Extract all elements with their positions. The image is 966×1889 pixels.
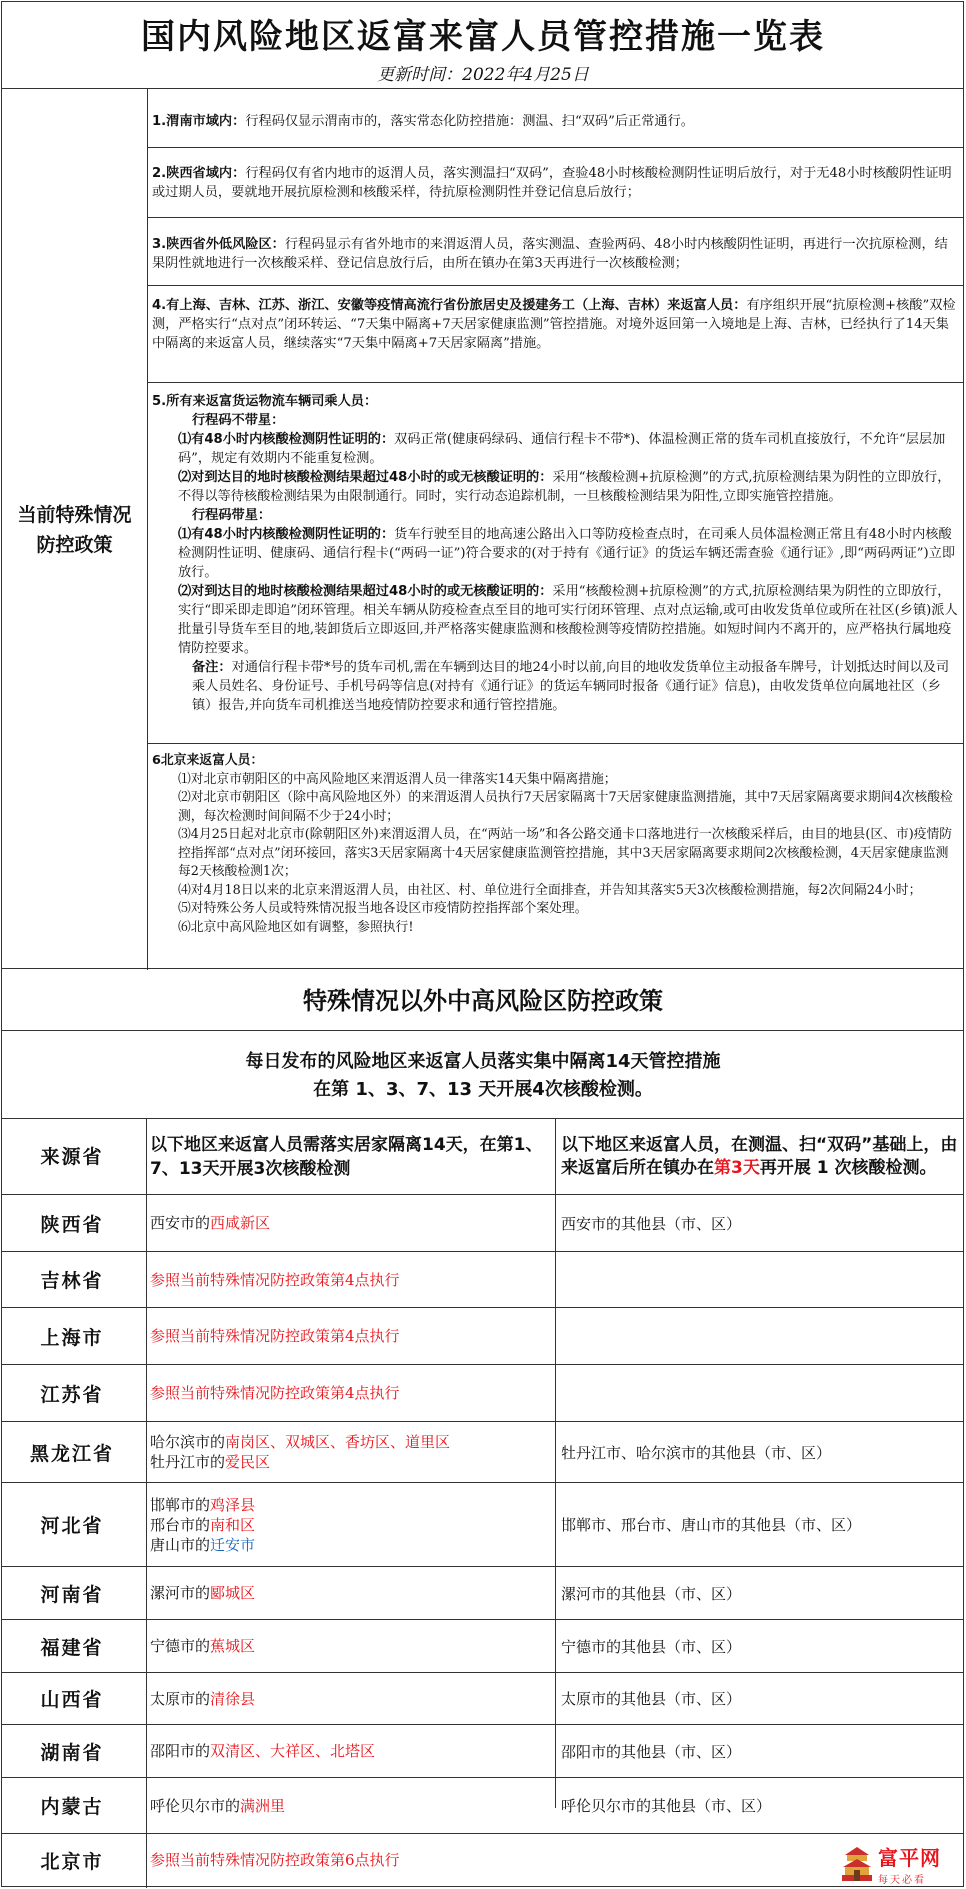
area-highlight: 南和区 — [210, 1515, 256, 1534]
policy-item-2-head: 2.陕西省域内： — [152, 166, 246, 181]
table-row-single-test: 邵阳市的其他县（市、区） — [561, 1742, 742, 1761]
table-row-home-isolation: 参照当前特殊情况防控政策第6点执行 — [150, 1851, 400, 1869]
area-prefix: 邯郸市的 — [150, 1495, 211, 1514]
table-header-province: 来源省 — [40, 1146, 104, 1168]
table-row-single-test: 邯郸市、邢台市、唐山市的其他县（市、区） — [561, 1516, 862, 1534]
table-header-single-test — [558, 1120, 962, 1194]
table-row-province: 湖南省 — [40, 1741, 104, 1764]
table-row-single-test: 宁德市的其他县（市、区） — [561, 1637, 742, 1656]
table-row-province: 江苏省 — [40, 1383, 104, 1406]
table-row-province: 吉林省 — [40, 1270, 104, 1292]
table-row-home-isolation: 参照当前特殊情况防控政策第4点执行 — [150, 1327, 400, 1345]
divider — [148, 285, 964, 286]
divider — [148, 217, 964, 218]
table-row-home-isolation — [148, 1195, 554, 1251]
policy-item-2 — [152, 164, 960, 202]
table-row-province: 内蒙古 — [40, 1796, 104, 1818]
area-prefix: 唐山市的 — [150, 1535, 211, 1554]
mid-risk-notice — [2, 1048, 964, 1104]
policy-item-3-text: 行程码显示有省外地市的来渭返渭人员，落实测温、查验两码、48小时内核酸阴性证明，再进行一次抗原检测，结果阴性就地进行一次核酸采样、登记信息放行后，由所在镇办在第3天再进行一次核酸检测； — [152, 237, 948, 271]
table-row-home-isolation — [148, 1778, 554, 1833]
area-highlight: 南岗区、双城区、香坊区、道里区 — [225, 1433, 451, 1451]
policy-item-2-text: 行程码仅有省内地市的返渭人员，落实测温扫“双码”，查验48小时核酸检测阴性证明后放行，对于无48小时核酸阴性证明或过期人员，要就地开展抗原检测和核酸采样，待抗原检测阴性并登记信息后放行； — [152, 166, 952, 200]
table-row-home-isolation — [148, 1673, 554, 1724]
table-row-single-test: 牡丹江市、哈尔滨市的其他县（市、区） — [561, 1443, 832, 1462]
table-row-single-test: 呼伦贝尔市的其他县（市、区） — [561, 1797, 772, 1815]
policy-item-5-head: 5.所有来返富货运物流车辆司乘人员： — [152, 394, 378, 409]
table-row-single-test: 太原市的其他县（市、区） — [561, 1690, 742, 1708]
table-row-home-isolation — [148, 1567, 554, 1619]
mid-risk-notice-line1: 每日发布的风险地区来返富人员落实集中隔离14天管控措施 — [245, 1051, 721, 1072]
beijing-item-4: ⑷对4月18日以来的北京来渭返渭人员，由社区、村、单位进行全面排查，并告知其落实5天3次核酸检测措施，每2次间隔24小时； — [178, 882, 922, 898]
header-text-b: 再开展 1 次核酸检测。 — [759, 1158, 937, 1178]
star-heading: 行程码带星： — [192, 508, 272, 523]
policy-item-4-text: 有序组织开展“抗原检测+核酸”双检测，严格实行“点对点”闭环转运、“7天集中隔离+7天居家健康监测”管控措施。对境外返回第一入境地是上海、吉林，已经执行了14天集中隔离的来返富人员，继续落实“7天集中隔离+7天居家隔离”措施。 — [152, 298, 956, 351]
no-star-case-1-head: ⑴有48小时内核酸检测阴性证明的： — [178, 432, 395, 447]
update-date: 2022年4月25日 — [462, 65, 589, 85]
beijing-item-6: ⑹北京中高风险地区如有调整，参照执行! — [178, 919, 414, 935]
area-highlight: 郾城区 — [210, 1584, 256, 1602]
special-label-line2: 防控政策 — [36, 534, 113, 556]
table-row-province: 黑龙江省 — [29, 1442, 114, 1465]
policy-item-4 — [152, 296, 960, 353]
table-row-home-isolation — [148, 1483, 554, 1566]
update-time — [2, 60, 964, 88]
beijing-item-3: ⑶4月25日起对北京市(除朝阳区外)来渭返渭人员，在“两站一场”和各公路交通卡口落地进行一次核酸采样后，由目的地县(区、市)疫情防控指挥部“点对点”闭环接回，落实3天居家隔离十4天居家健康监测管控措施，其中3天居家隔离要求期间2次核酸检测，4天居家健康监测每2天核酸检测1次； — [178, 827, 953, 879]
area-highlight: 西咸新区 — [210, 1214, 271, 1232]
divider — [2, 1030, 964, 1031]
divider — [147, 88, 148, 970]
table-row-home-isolation — [148, 1620, 554, 1672]
policy-item-6-head: 6北京来返富人员： — [152, 753, 264, 768]
table-row-province: 上海市 — [40, 1326, 104, 1349]
policy-item-1 — [152, 112, 960, 131]
area-prefix: 牡丹江市的 — [150, 1453, 226, 1471]
mid-risk-notice-line2: 在第 1、3、7、13 天开展4次核酸检测。 — [313, 1079, 653, 1100]
table-row-single-test: 漯河市的其他县（市、区） — [561, 1584, 742, 1603]
area-highlight: 鸡泽县 — [210, 1495, 256, 1514]
divider — [148, 147, 964, 148]
beijing-item-1: ⑴对北京市朝阳区的中高风险地区来渭返渭人员一律落实14天集中隔离措施； — [178, 771, 617, 787]
table-row-home-isolation — [148, 1422, 554, 1482]
table-row-province: 河北省 — [40, 1515, 104, 1537]
site-logo — [840, 1842, 962, 1886]
star-case-2-head: ⑵对到达目的地时核酸检测结果超过48小时的或无核酸证明的： — [178, 584, 553, 599]
no-star-case-1-text: 双码正常(健康码绿码、通信行程卡不带*)、体温检测正常的货车司机直接放行，不允许“层层加码”，规定有效期内不能重复检测。 — [178, 432, 946, 466]
table-row-home-isolation: 参照当前特殊情况防控政策第4点执行 — [150, 1384, 400, 1402]
divider — [146, 1118, 147, 1888]
no-star-case-2-text: 采用“核酸检测+抗原检测”的方式,抗原检测结果为阴性的立即放行，不得以等待核酸检测结果为由限制通行。同时，实行动态追踪机制，一旦核酸检测结果为阳性,立即实施管控措施。 — [178, 470, 951, 504]
area-highlight: 清徐县 — [210, 1689, 256, 1708]
table-header-home-isolation: 以下地区来返富人员需落实居家隔离14天，在第1、7、13天开展3次核酸检测 — [150, 1135, 543, 1179]
table-row-province: 山西省 — [40, 1689, 104, 1711]
note-head: 备注： — [192, 660, 232, 675]
area-highlight: 满洲里 — [240, 1796, 286, 1815]
star-case-1-head: ⑴有48小时内核酸检测阴性证明的： — [178, 527, 395, 542]
policy-sheet — [1, 1, 964, 1887]
divider — [148, 382, 964, 383]
table-row-province: 福建省 — [40, 1636, 104, 1659]
area-highlight: 双清区、大祥区、北塔区 — [210, 1742, 376, 1760]
header-text-red: 第3天 — [714, 1158, 760, 1178]
mid-risk-title: 特殊情况以外中高风险区防控政策 — [303, 987, 663, 1015]
area-prefix: 太原市的 — [150, 1689, 211, 1708]
beijing-item-5: ⑸对特殊公务人员或特殊情况报当地各设区市疫情防控指挥部个案处理。 — [178, 901, 588, 916]
note-text: 对通信行程卡带*号的货车司机,需在车辆到达目的地24小时以前,向目的地收发货单位主动报备车牌号，计划抵达时间以及司乘人员姓名、身份证号、手机号码等信息(对持有《通行证》的货运车辆同时报备《通行证》信息)，由收发货单位向属地社区（乡镇）报告,并向货车司机推送当地疫情防控要求和通行管控措施。 — [192, 660, 950, 713]
tower-icon — [840, 1845, 874, 1883]
policy-item-5 — [152, 392, 960, 715]
area-highlight: 蕉城区 — [210, 1637, 256, 1655]
policy-item-4-head: 4.有上海、吉林、江苏、浙江、安徽等疫情高流行省份旅居史及援建务工（上海、吉林）来返富人员： — [152, 298, 747, 313]
header-text-a: 以下地区来返富人员，在测温、扫“双码”基础上，由来返富后所在镇办在 — [561, 1135, 958, 1178]
logo-name: 富平网 — [878, 1846, 941, 1870]
no-star-case-2-head: ⑵对到达目的地时核酸检测结果超过48小时的或无核酸证明的： — [178, 470, 553, 485]
table-row-single-test: 西安市的其他县（市、区） — [561, 1214, 742, 1233]
divider — [555, 1118, 556, 1808]
table-row-home-isolation: 参照当前特殊情况防控政策第4点执行 — [150, 1270, 400, 1289]
special-policy-label — [2, 90, 147, 970]
area-prefix: 漯河市的 — [150, 1584, 211, 1602]
area-prefix: 邵阳市的 — [150, 1742, 211, 1760]
table-row-province: 北京市 — [40, 1850, 104, 1873]
area-prefix: 哈尔滨市的 — [150, 1433, 226, 1451]
divider — [2, 968, 964, 969]
policy-item-1-text: 行程码仅显示渭南市的，落实常态化防控措施：测温、扫“双码”后正常通行。 — [245, 114, 694, 129]
update-label: 更新时间： — [377, 65, 463, 85]
star-case-2-text: 采用“核酸检测+抗原检测”的方式,抗原检测结果为阴性的立即放行，实行“即采即走即追”闭环管理。相关车辆从防疫检查点至目的地可实行闭环管理、点对点运输,或可由收发货单位或所在社区(乡镇)派人批量引导货车至目的地,装卸货后立即返回,并严格落实健康监测和核酸检测等疫情防控措施。如短时间内不离开的，应严格执行属地疫情防控要求。 — [178, 584, 958, 656]
policy-item-3 — [152, 235, 960, 273]
beijing-item-2: ⑵对北京市朝阳区（除中高风险地区外）的来渭返渭人员执行7天居家隔离十7天居家健康监测措施，其中7天居家隔离要求期间4次核酸检测，每次检测时间间隔不少于24小时； — [178, 790, 953, 824]
divider — [148, 743, 964, 744]
area-prefix: 邢台市的 — [150, 1515, 211, 1534]
policy-item-1-head: 1.渭南市域内： — [152, 114, 246, 129]
table-row-province: 河南省 — [40, 1583, 104, 1606]
page-title: 国内风险地区返富来富人员管控措施一览表 — [141, 16, 825, 57]
logo-tagline: 每天必看 — [878, 1875, 926, 1886]
area-prefix: 呼伦贝尔市的 — [150, 1796, 241, 1815]
area-highlight: 迁安市 — [210, 1535, 256, 1554]
area-highlight: 爱民区 — [225, 1453, 271, 1471]
policy-item-3-head: 3.陕西省外低风险区： — [152, 237, 285, 252]
area-prefix: 宁德市的 — [150, 1637, 211, 1655]
table-row-home-isolation — [148, 1725, 554, 1777]
policy-item-6 — [152, 752, 960, 937]
special-label-line1: 当前特殊情况 — [17, 504, 132, 526]
area-prefix: 西安市的 — [150, 1214, 211, 1232]
no-star-heading: 行程码不带星： — [192, 413, 285, 428]
table-row-province: 陕西省 — [40, 1213, 104, 1236]
star-case-1-text: 货车行驶至目的地高速公路出入口等防疫检查点时，在司乘人员体温检测正常且有48小时内核酸检测阴性证明、健康码、通信行程卡(“两码一证”)符合要求的(对于持有《通行证》的货运车辆还需查验《通行证》,即“两码两证”)立即放行。 — [178, 527, 956, 580]
